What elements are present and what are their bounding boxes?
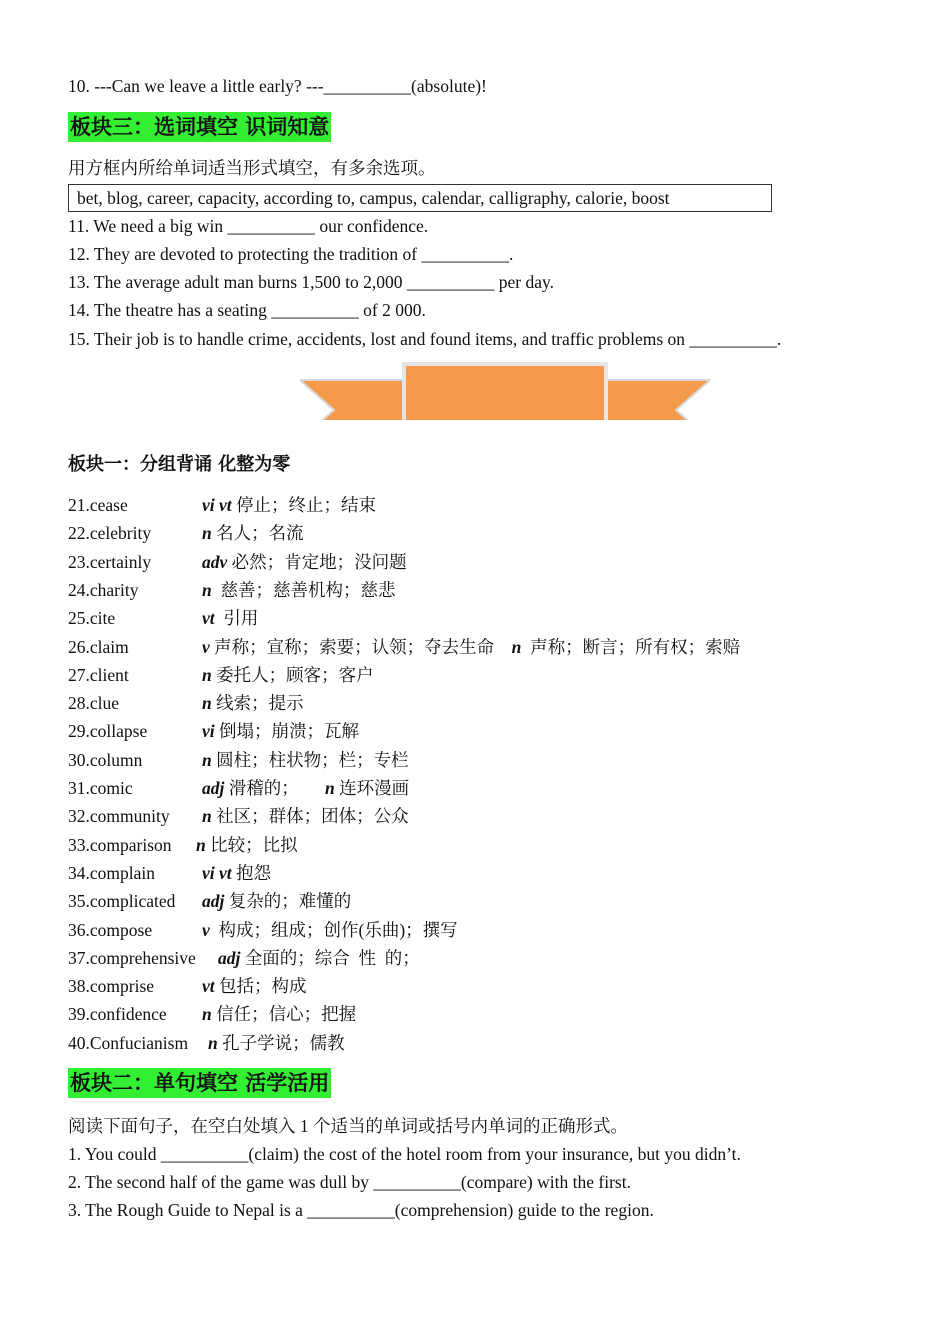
vocab-word: 38.comprise xyxy=(68,976,155,997)
vocab-word: 24.charity xyxy=(68,579,139,600)
question-13: 13. The average adult man burns 1,500 to 2,000 __________ per day. xyxy=(68,272,555,292)
part-of-speech: vi vt xyxy=(202,495,232,515)
question-10: 10. ---Can we leave a little early? ---__________(absolute)! xyxy=(68,76,487,96)
vocab-definition xyxy=(202,861,271,885)
part-of-speech: vi xyxy=(202,721,215,742)
vocab-meaning: 连环漫画 xyxy=(334,778,410,798)
part-of-speech: n xyxy=(325,778,335,798)
vocab-meaning: 线索；提示 xyxy=(211,693,304,714)
part-of-speech: v xyxy=(202,919,210,940)
banner-cover xyxy=(300,420,710,454)
part-of-speech: n xyxy=(196,834,206,855)
section2-instruction: 阅读下面句子，在空白处填入 1 个适当的单词或括号内单词的正确形式。 xyxy=(68,1116,628,1136)
section1-heading: 板块一：分组背诵 化整为零 xyxy=(68,454,291,475)
vocab-meaning: 声称；宣称；索要；认领；夺去生命 xyxy=(209,636,512,657)
vocab-definition xyxy=(202,578,395,602)
part-of-speech: adv xyxy=(202,551,228,572)
vocab-word: 28.clue xyxy=(68,693,120,714)
vocab-meaning: 全面的；综合 性 的； xyxy=(240,947,420,968)
vocab-word: 29.collapse xyxy=(68,721,148,742)
part-of-speech: n xyxy=(202,523,212,544)
vocab-definition xyxy=(202,776,409,800)
vocab-meaning: 复杂的；难懂的 xyxy=(224,891,352,912)
section2-question-3: 3. The Rough Guide to Nepal is a __________(comprehension) guide to the region. xyxy=(68,1200,654,1220)
question-15: 15. Their job is to handle crime, accidents, lost and found items, and traffic problems on __________. xyxy=(68,329,782,349)
word-bank: bet, blog, career, capacity, according to, campus, calendar, calligraphy, calorie, boost xyxy=(68,184,772,212)
part-of-speech: n xyxy=(202,806,212,827)
vocab-word: 34.complain xyxy=(68,862,155,883)
vocab-word: 35.complicated xyxy=(68,891,176,912)
vocab-definition xyxy=(202,635,740,659)
vocab-meaning: 比较；比拟 xyxy=(205,834,298,855)
vocab-meaning: 委托人；顾客；客户 xyxy=(211,664,374,685)
vocab-definition xyxy=(202,974,307,998)
vocab-definition xyxy=(208,1031,345,1055)
vocab-meaning: 慈善；慈善机构；慈悲 xyxy=(211,579,396,600)
vocab-definition xyxy=(202,550,407,574)
vocab-definition xyxy=(202,748,409,772)
part-of-speech: vt xyxy=(202,976,215,997)
section2-question-1: 1. You could __________(claim) the cost of the hotel room from your insurance, but you didn’t. xyxy=(68,1144,741,1164)
part-of-speech: n xyxy=(202,1004,212,1025)
vocab-definition xyxy=(202,889,351,913)
vocab-meaning: 名人；名流 xyxy=(211,523,304,544)
vocab-definition xyxy=(196,833,298,857)
question-12: 12. They are devoted to protecting the tradition of __________. xyxy=(68,244,514,264)
part-of-speech: vi vt xyxy=(202,862,232,883)
vocab-meaning: 滑稽的； xyxy=(224,778,325,798)
part-of-speech: vt xyxy=(202,608,215,629)
vocab-meaning: 停止；终止；结束 xyxy=(231,495,377,515)
vocab-meaning: 构成；组成；创作(乐曲)；撰写 xyxy=(209,919,458,940)
vocab-definition xyxy=(202,804,409,828)
vocab-word: 25.cite xyxy=(68,608,116,629)
vocab-word: 40.Confucianism xyxy=(68,1032,189,1053)
vocab-meaning: 包括；构成 xyxy=(214,976,307,997)
vocab-meaning: 倒塌；崩溃；瓦解 xyxy=(214,721,360,742)
vocab-definition xyxy=(218,946,420,970)
part-of-speech: n xyxy=(208,1032,218,1053)
part-of-speech: n xyxy=(202,749,212,770)
section2-heading: 板块二：单句填空 活学活用 xyxy=(68,1068,331,1098)
section2-question-2: 2. The second half of the game was dull by __________(compare) with the first. xyxy=(68,1172,631,1192)
vocab-definition xyxy=(202,1002,356,1026)
vocab-meaning: 社区；群体；团体；公众 xyxy=(211,806,409,827)
vocab-meaning: 信任；信心；把握 xyxy=(211,1004,357,1025)
vocab-definition xyxy=(202,663,374,687)
vocab-word: 21.cease xyxy=(68,495,128,515)
vocab-meaning: 声称；断言；所有权；索赔 xyxy=(521,636,741,657)
vocab-meaning: 必然；肯定地；没问题 xyxy=(227,551,407,572)
vocab-word: 32.community xyxy=(68,806,170,827)
part-of-speech: n xyxy=(202,693,212,714)
vocab-word: 33.comparison xyxy=(68,834,172,855)
vocab-definition xyxy=(202,606,258,630)
vocab-definition xyxy=(202,493,376,517)
vocab-word: 26.claim xyxy=(68,636,129,657)
part-of-speech: n xyxy=(511,636,522,657)
part-of-speech: adj xyxy=(218,947,241,968)
vocab-word: 36.compose xyxy=(68,919,153,940)
part-of-speech: n xyxy=(202,664,212,685)
section3-heading: 板块三：选词填空 识词知意 xyxy=(68,112,331,142)
vocab-meaning: 引用 xyxy=(214,608,259,629)
question-11: 11. We need a big win __________ our confidence. xyxy=(68,216,429,236)
part-of-speech: adj xyxy=(202,891,225,912)
part-of-speech: adj xyxy=(202,778,225,798)
vocab-meaning: 孔子学说；儒教 xyxy=(217,1032,345,1053)
vocab-meaning: 抱怨 xyxy=(231,862,272,883)
vocab-definition xyxy=(202,521,304,545)
vocab-word: 23.certainly xyxy=(68,551,152,572)
vocab-word: 30.column xyxy=(68,749,143,770)
section3-instruction: 用方框内所给单词适当形式填空，有多余选项。 xyxy=(68,158,436,178)
vocab-definition xyxy=(202,719,359,743)
vocab-meaning: 圆柱；柱状物；栏；专栏 xyxy=(211,749,409,770)
part-of-speech: n xyxy=(202,579,212,600)
vocab-word: 22.celebrity xyxy=(68,523,152,544)
vocab-word: 31.comic xyxy=(68,778,133,798)
vocab-definition xyxy=(202,918,458,942)
vocab-word: 39.confidence xyxy=(68,1004,167,1025)
vocab-definition xyxy=(202,691,304,715)
vocab-word: 27.client xyxy=(68,664,129,685)
part-of-speech: v xyxy=(202,636,210,657)
question-14: 14. The theatre has a seating __________ of 2 000. xyxy=(68,300,426,320)
vocab-word: 37.comprehensive xyxy=(68,947,196,968)
